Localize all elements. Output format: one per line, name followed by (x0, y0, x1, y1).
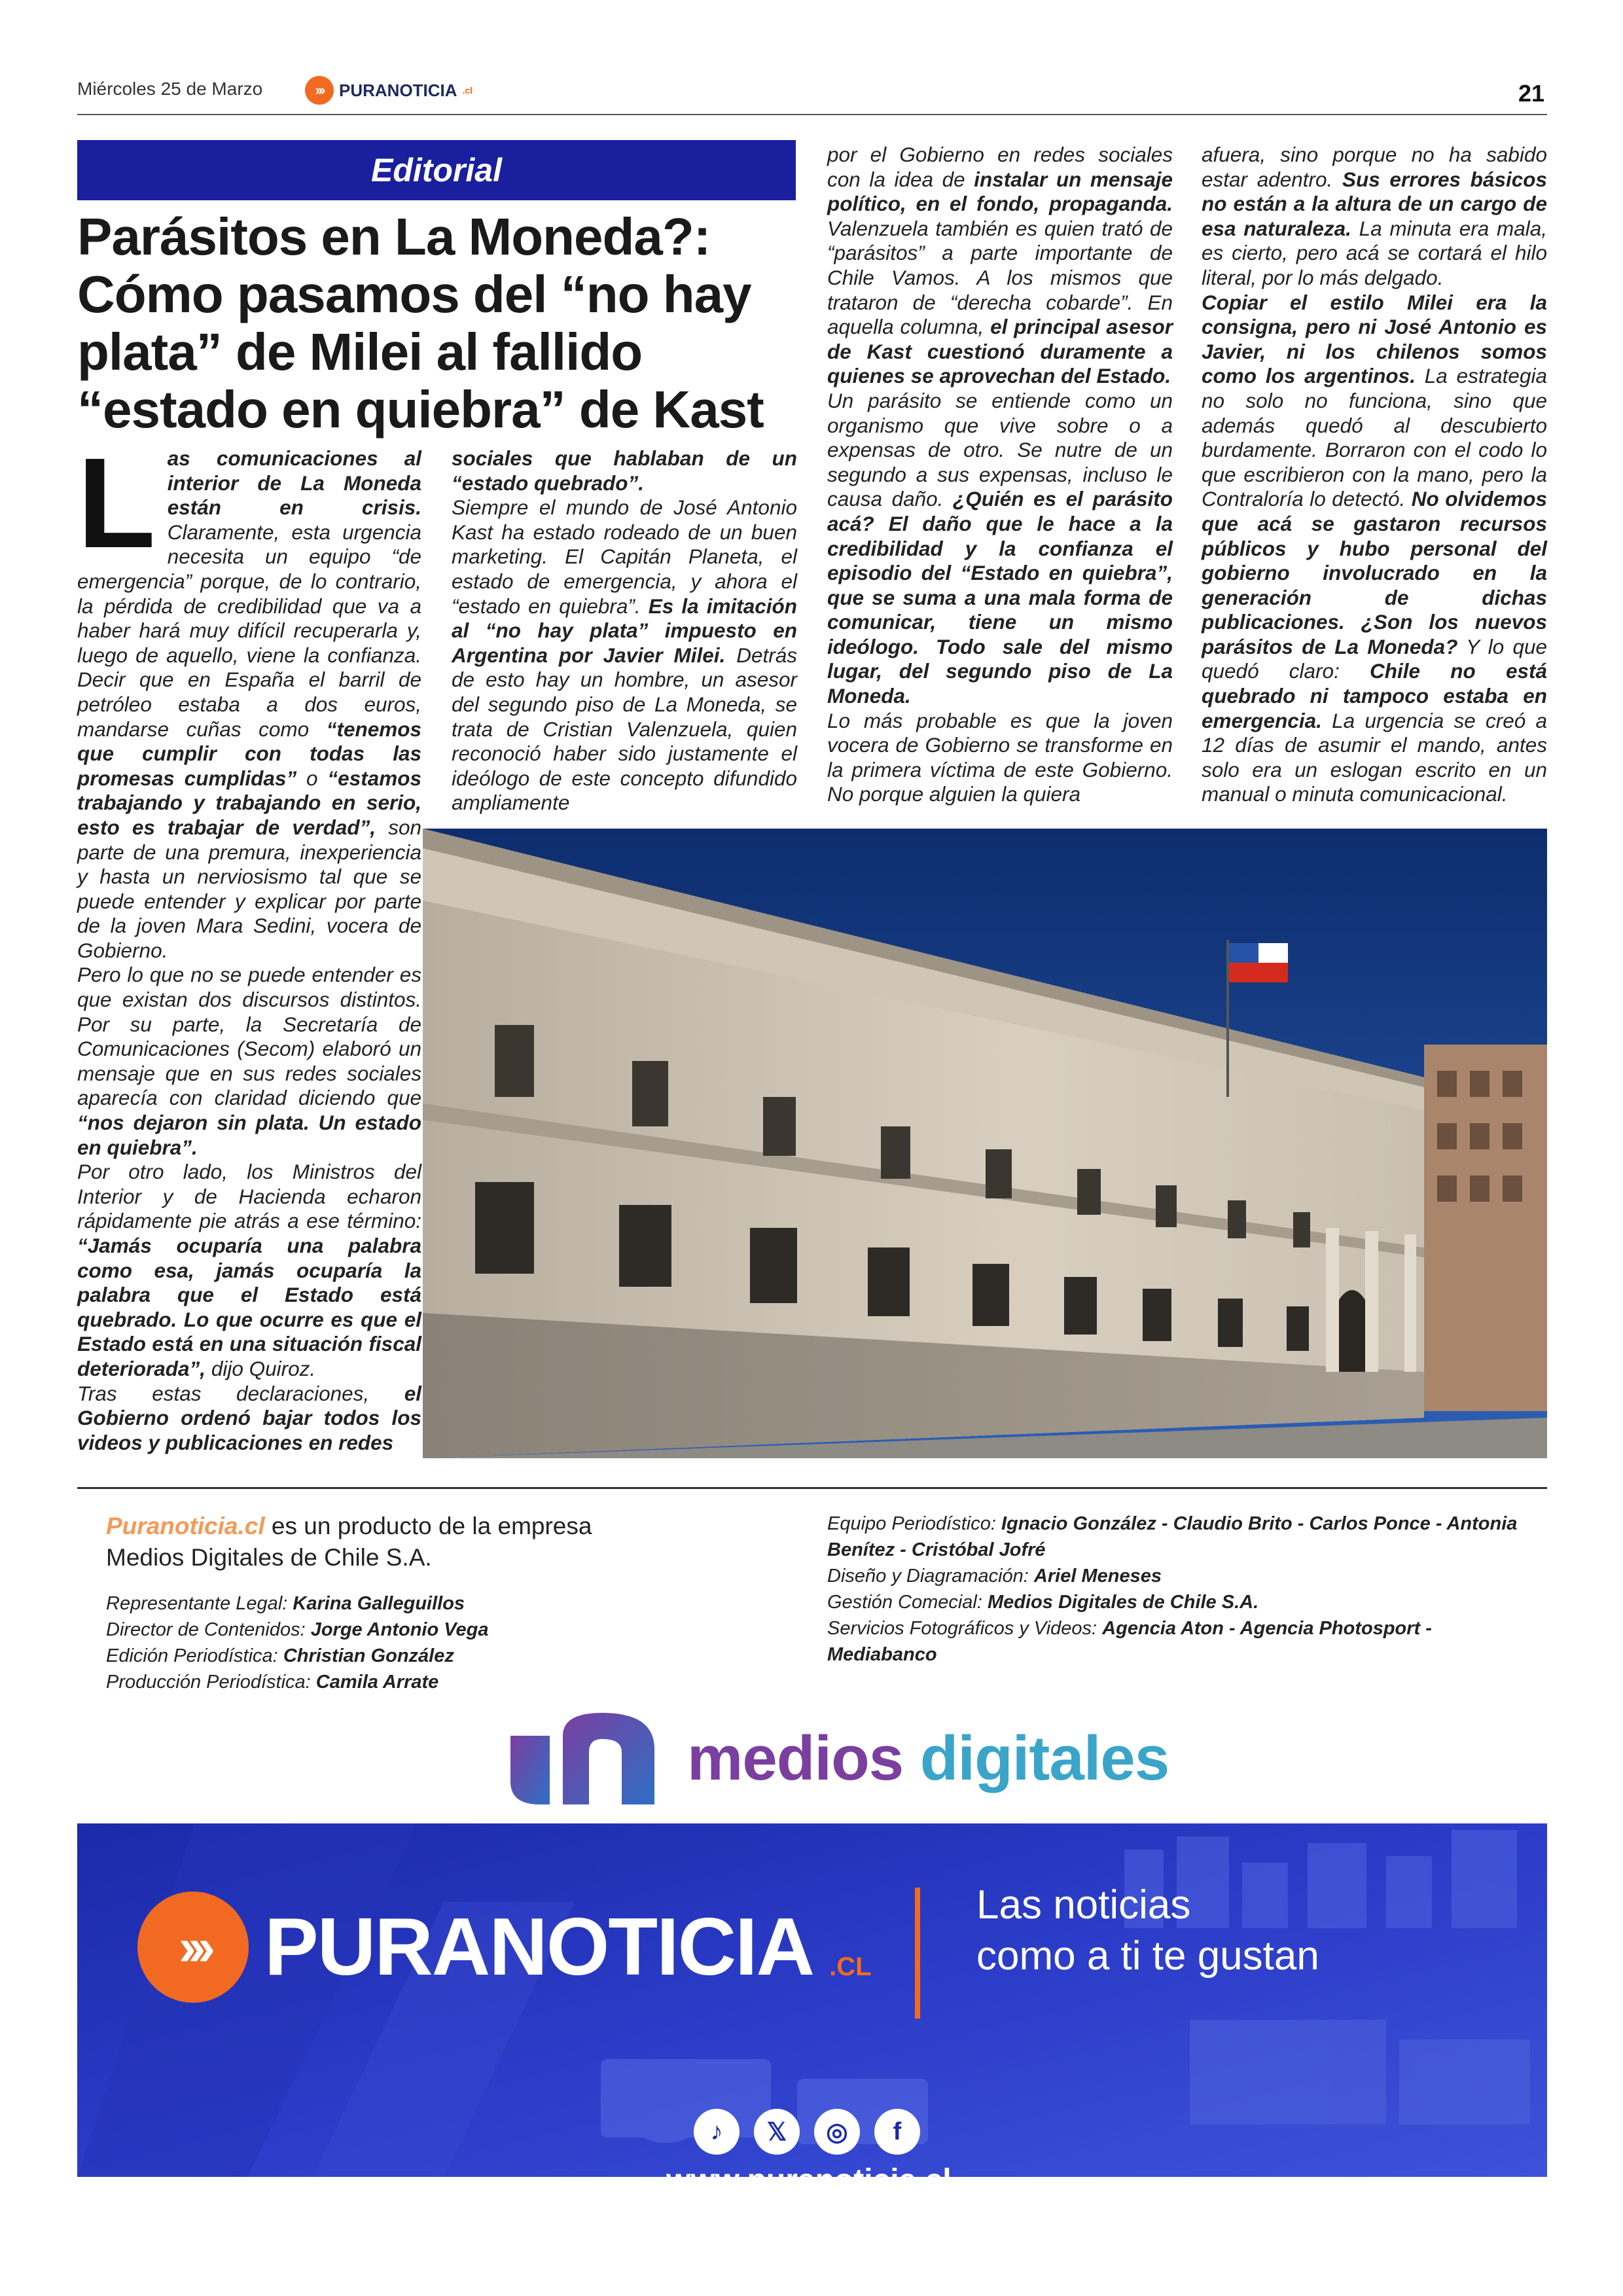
footer-brand: Puranoticia.cl (106, 1513, 265, 1539)
x-icon[interactable]: 𝕏 (754, 2109, 800, 2155)
ad-separator (915, 1888, 920, 2018)
logo-text: PURANOTICIA (339, 80, 457, 100)
facebook-icon[interactable]: f (874, 2109, 920, 2155)
social-icons (694, 2109, 920, 2155)
credit-line: Director de Contenidos: Jorge Antonio Vega (106, 1619, 489, 1640)
header-divider (77, 114, 1547, 115)
ad-url[interactable]: www.puranoticia.cl (666, 2163, 952, 2198)
issue-date: Miércoles 25 de Marzo (77, 79, 263, 99)
section-banner: Editorial (77, 140, 796, 200)
page-number: 21 (1518, 80, 1544, 107)
ad-brand-logo (137, 1892, 872, 2003)
header-logo (305, 76, 473, 105)
ad-slogan-line-1: Las noticias (976, 1882, 1191, 1928)
article-headline: Parásitos en La Moneda?: Cómo pasamos del “no hay plata” de Milei al fallido “estado en quiebra” de Kast (77, 207, 764, 439)
footer-imprint-right (827, 1511, 1521, 1668)
ad-brand-suffix: .CL (829, 1952, 872, 1981)
ad-brand-name: PURANOTICIA (264, 1902, 814, 1992)
medios-digitales-logo (504, 1710, 1169, 1808)
medios-digitales-wordmark: medios digitales (687, 1723, 1169, 1793)
chevrons-icon: ››› (305, 76, 334, 105)
article-column-2: sociales que hablaban de un “estado quebrado”. Siempre el mundo de José Antonio Kast ha estado rodeado de un buen marketing. El Capitán Planeta, el estado de emergencia, y ahora el “estado en quiebra”. Es la imitación al “no hay plata” impuesto en Argentina por Javier Milei. Detrás de esto hay un hombre, un asesor del segundo piso de La Moneda, se trata de Cristian Valenzuela, quien reconoció haber sido justamente el ideólogo de este concepto difundido ampliamente (452, 446, 798, 815)
logo-suffix: .cl (462, 85, 473, 96)
instagram-icon[interactable]: ◎ (814, 2109, 860, 2155)
brand-statement-line-1: es un producto de la empresa (264, 1513, 592, 1539)
tiktok-icon[interactable]: ♪ (694, 2109, 740, 2155)
footer-imprint-left (106, 1511, 787, 1695)
article-column-3: por el Gobierno en redes sociales con la idea de instalar un mensaje político, en el fondo, propaganda. Valenzuela también es quien trató de “parásitos” a parte importante de Chile Vamos. A los mismos que trataron de “derecha cobarde”. En aquella columna, el principal asesor de Kast cuestionó duramente a quienes se aprovechan del Estado. Un parásito se entiende como un organismo que vive sobre o a expensas de otro. Se nutre de un segundo a sus expensas, incluso le causa daño. ¿Quién es el parásito acá? El daño que le hace a la credibilidad y la confianza el episodio del “Estado en quiebra”, que se suma a una mala forma de comunicar, tiene un mismo ideólogo. Todo sale del mismo lugar, del segundo piso de La Moneda. Lo más probable es que la joven vocera de Gobierno se transforme en la primera víctima de este Gobierno. No porque alguien la quiera (827, 143, 1173, 806)
credit-line: Diseño y Diagramación: Ariel Meneses (827, 1566, 1162, 1587)
ad-slogan (976, 1880, 1319, 1982)
article-column-1: Las comunicaciones al interior de La Moneda están en crisis. Claramente, esta urgencia necesita un equipo “de emergencia” porque, de lo contrario, la pérdida de credibilidad que va a haber hará muy difícil recuperarla y, luego de aquello, viene la confianza. Decir que en España el barril de petróleo estaba a dos euros, mandarse cuñas como “tenemos que cumplir con todas las promesas cumplidas” o “estamos trabajando y trabajando en serio, esto es trabajar de verdad”, son parte de una premura, inexperiencia y hasta un nerviosismo tal que se puede entender y explicar por parte de la joven Mara Sedini, vocera de Gobierno. Pero lo que no se puede entender es que existan dos discursos distintos. Por su parte, la Secretaría de Comunicaciones (Secom) elaboró un mensaje que en sus redes sociales aparecía con claridad diciendo que “nos dejaron sin plata. Un estado en quiebra”. Por otro lado, los Ministros del Interior y de Hacienda echaron rápidamente pie atrás a ese término: “Jamás ocuparía una palabra como esa, jamás ocuparía la palabra que el Estado está quebrado. Lo que ocurre es que el Estado está en una situación fiscal deteriorada”, dijo Quiroz. Tras estas declaraciones, el Gobierno ordenó bajar todos los videos y publicaciones en redes (77, 431, 421, 1454)
drop-cap: L (77, 431, 156, 575)
credit-line: Gestión Comecial: Medios Digitales de Chile S.A. (827, 1592, 1259, 1613)
credit-line: Representante Legal: Karina Galleguillos (106, 1593, 465, 1614)
medios-digitales-mark-icon (504, 1710, 661, 1808)
credit-line: Edición Periodística: Christian González (106, 1645, 454, 1666)
la-moneda-photo (423, 829, 1547, 1458)
credit-line: Servicios Fotográficos y Videos: Agencia Aton - Agencia Photosport - Mediabanco (827, 1618, 1432, 1665)
ad-slogan-line-2: como a ti te gustan (976, 1933, 1319, 1979)
footer-divider (77, 1487, 1547, 1489)
credit-line: Equipo Periodístico: Ignacio González - Claudio Brito - Carlos Ponce - Antonia Benítez - Cristóbal Jofré (827, 1513, 1518, 1560)
credit-line: Producción Periodística: Camila Arrate (106, 1672, 439, 1693)
article-column-4: afuera, sino porque no ha sabido estar adentro. Sus errores básicos no están a la altura de un cargo de esa naturaleza. La minuta era mala, es cierto, pero acá se cortará el hilo literal, por lo más delgado. Copiar el estilo Milei era la consigna, pero ni José Antonio es Javier, ni los chilenos somos como los argentinos. La estrategia no solo no funciona, sino que además quedó al descubierto burdamente. Borraron con el codo lo que escribieron con la mano, pero la Contraloría lo detectó. No olvidemos que acá se gastaron recursos públicos y hubo personal del gobierno involucrado en la generación de dichas publicaciones. ¿Son los nuevos parásitos de La Moneda? Y lo que quedó claro: Chile no está quebrado ni tampoco estaba en emergencia. La urgencia se creó a 12 días de asumir el mando, antes solo era un eslogan escrito en un manual o minuta comunicacional. (1202, 143, 1548, 806)
chevrons-icon: ››› (137, 1892, 249, 2003)
brand-statement (106, 1511, 787, 1542)
brand-statement-line-2: Medios Digitales de Chile S.A. (106, 1544, 432, 1571)
